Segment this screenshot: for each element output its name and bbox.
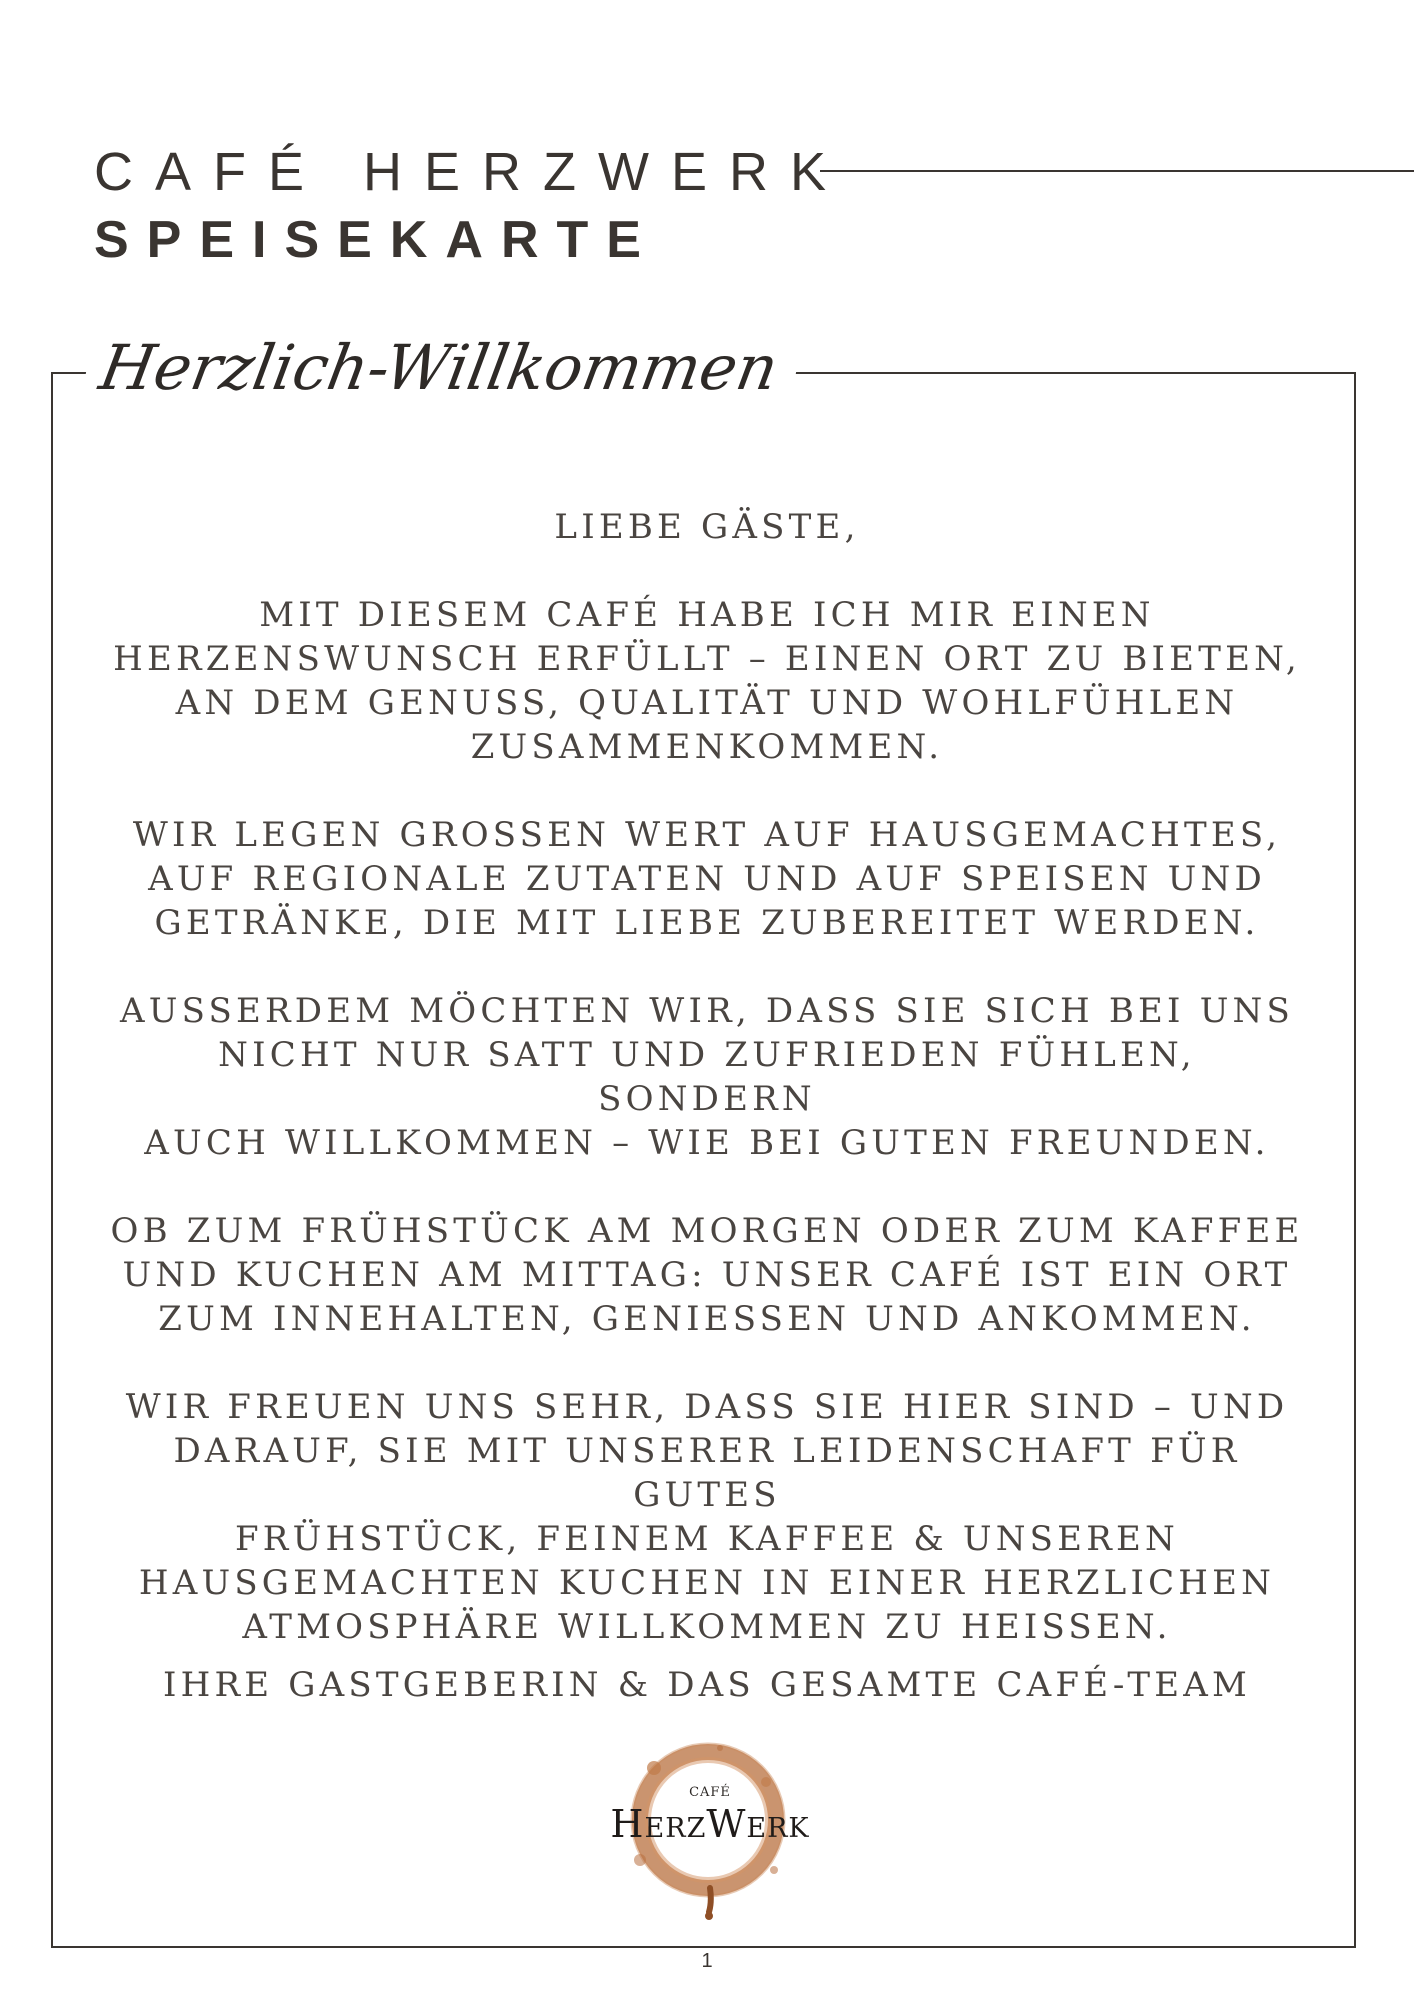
letter-paragraph: WIR FREUEN UNS SEHR, DASS SIE HIER SIND – UND DARAUF, SIE MIT UNSERER LEIDENSCHAFT FÜR GUTES FRÜHSTÜCK, FEINEM KAFFEE & UNSEREN HAUSGEMACHTEN KUCHEN IN EINER HERZLICHEN ATMOSPHÄRE WILLKOMMEN ZU HEISSEN. — [125, 1387, 1289, 1647]
logo-cafe-label: CAFÉ — [689, 1785, 731, 1800]
letter-paragraph: AUSSERDEM MÖCHTEN WIR, DASS SIE SICH BEI UNS NICHT NUR SATT UND ZUFRIEDEN FÜHLEN, SONDERN AUCH WILLKOMMEN – WIE BEI GUTEN FREUNDEN. — [119, 991, 1294, 1163]
menu-title: SPEISEKARTE — [94, 211, 659, 269]
letter-greeting: LIEBE GÄSTE, — [554, 507, 860, 547]
letter-paragraph: WIR LEGEN GROSSEN WERT AUF HAUSGEMACHTES, AUF REGIONALE ZUTATEN UND AUF SPEISEN UND GETRÄNKE, DIE MIT LIEBE ZUBEREITET WERDEN. — [132, 815, 1282, 943]
cafe-name-heading: CAFÉ HERZWERK — [94, 142, 849, 202]
cafe-logo — [570, 1720, 850, 1920]
letter-paragraph: MIT DIESEM CAFÉ HABE ICH MIR EINEN HERZENSWUNSCH ERFÜLLT – EINEN ORT ZU BIETEN, AN DEM GENUSS, QUALITÄT UND WOHLFÜHLEN ZUSAMMENKOMMEN. — [113, 595, 1301, 767]
letter-signature: IHRE GASTGEBERIN & DAS GESAMTE CAFÉ-TEAM — [162, 1665, 1252, 1705]
logo-brand-name: HerzWerk — [610, 1802, 810, 1846]
header-divider — [820, 170, 1414, 172]
welcome-heading: Herzlich-Willkommen — [78, 318, 806, 418]
page-number: 1 — [701, 1950, 713, 1972]
welcome-letter — [110, 505, 1304, 1693]
letter-paragraph: OB ZUM FRÜHSTÜCK AM MORGEN ODER ZUM KAFFEE UND KUCHEN AM MITTAG: UNSER CAFÉ IST EIN ORT ZUM INNEHALTEN, GENIESSEN UND ANKOMMEN. — [110, 1211, 1304, 1339]
